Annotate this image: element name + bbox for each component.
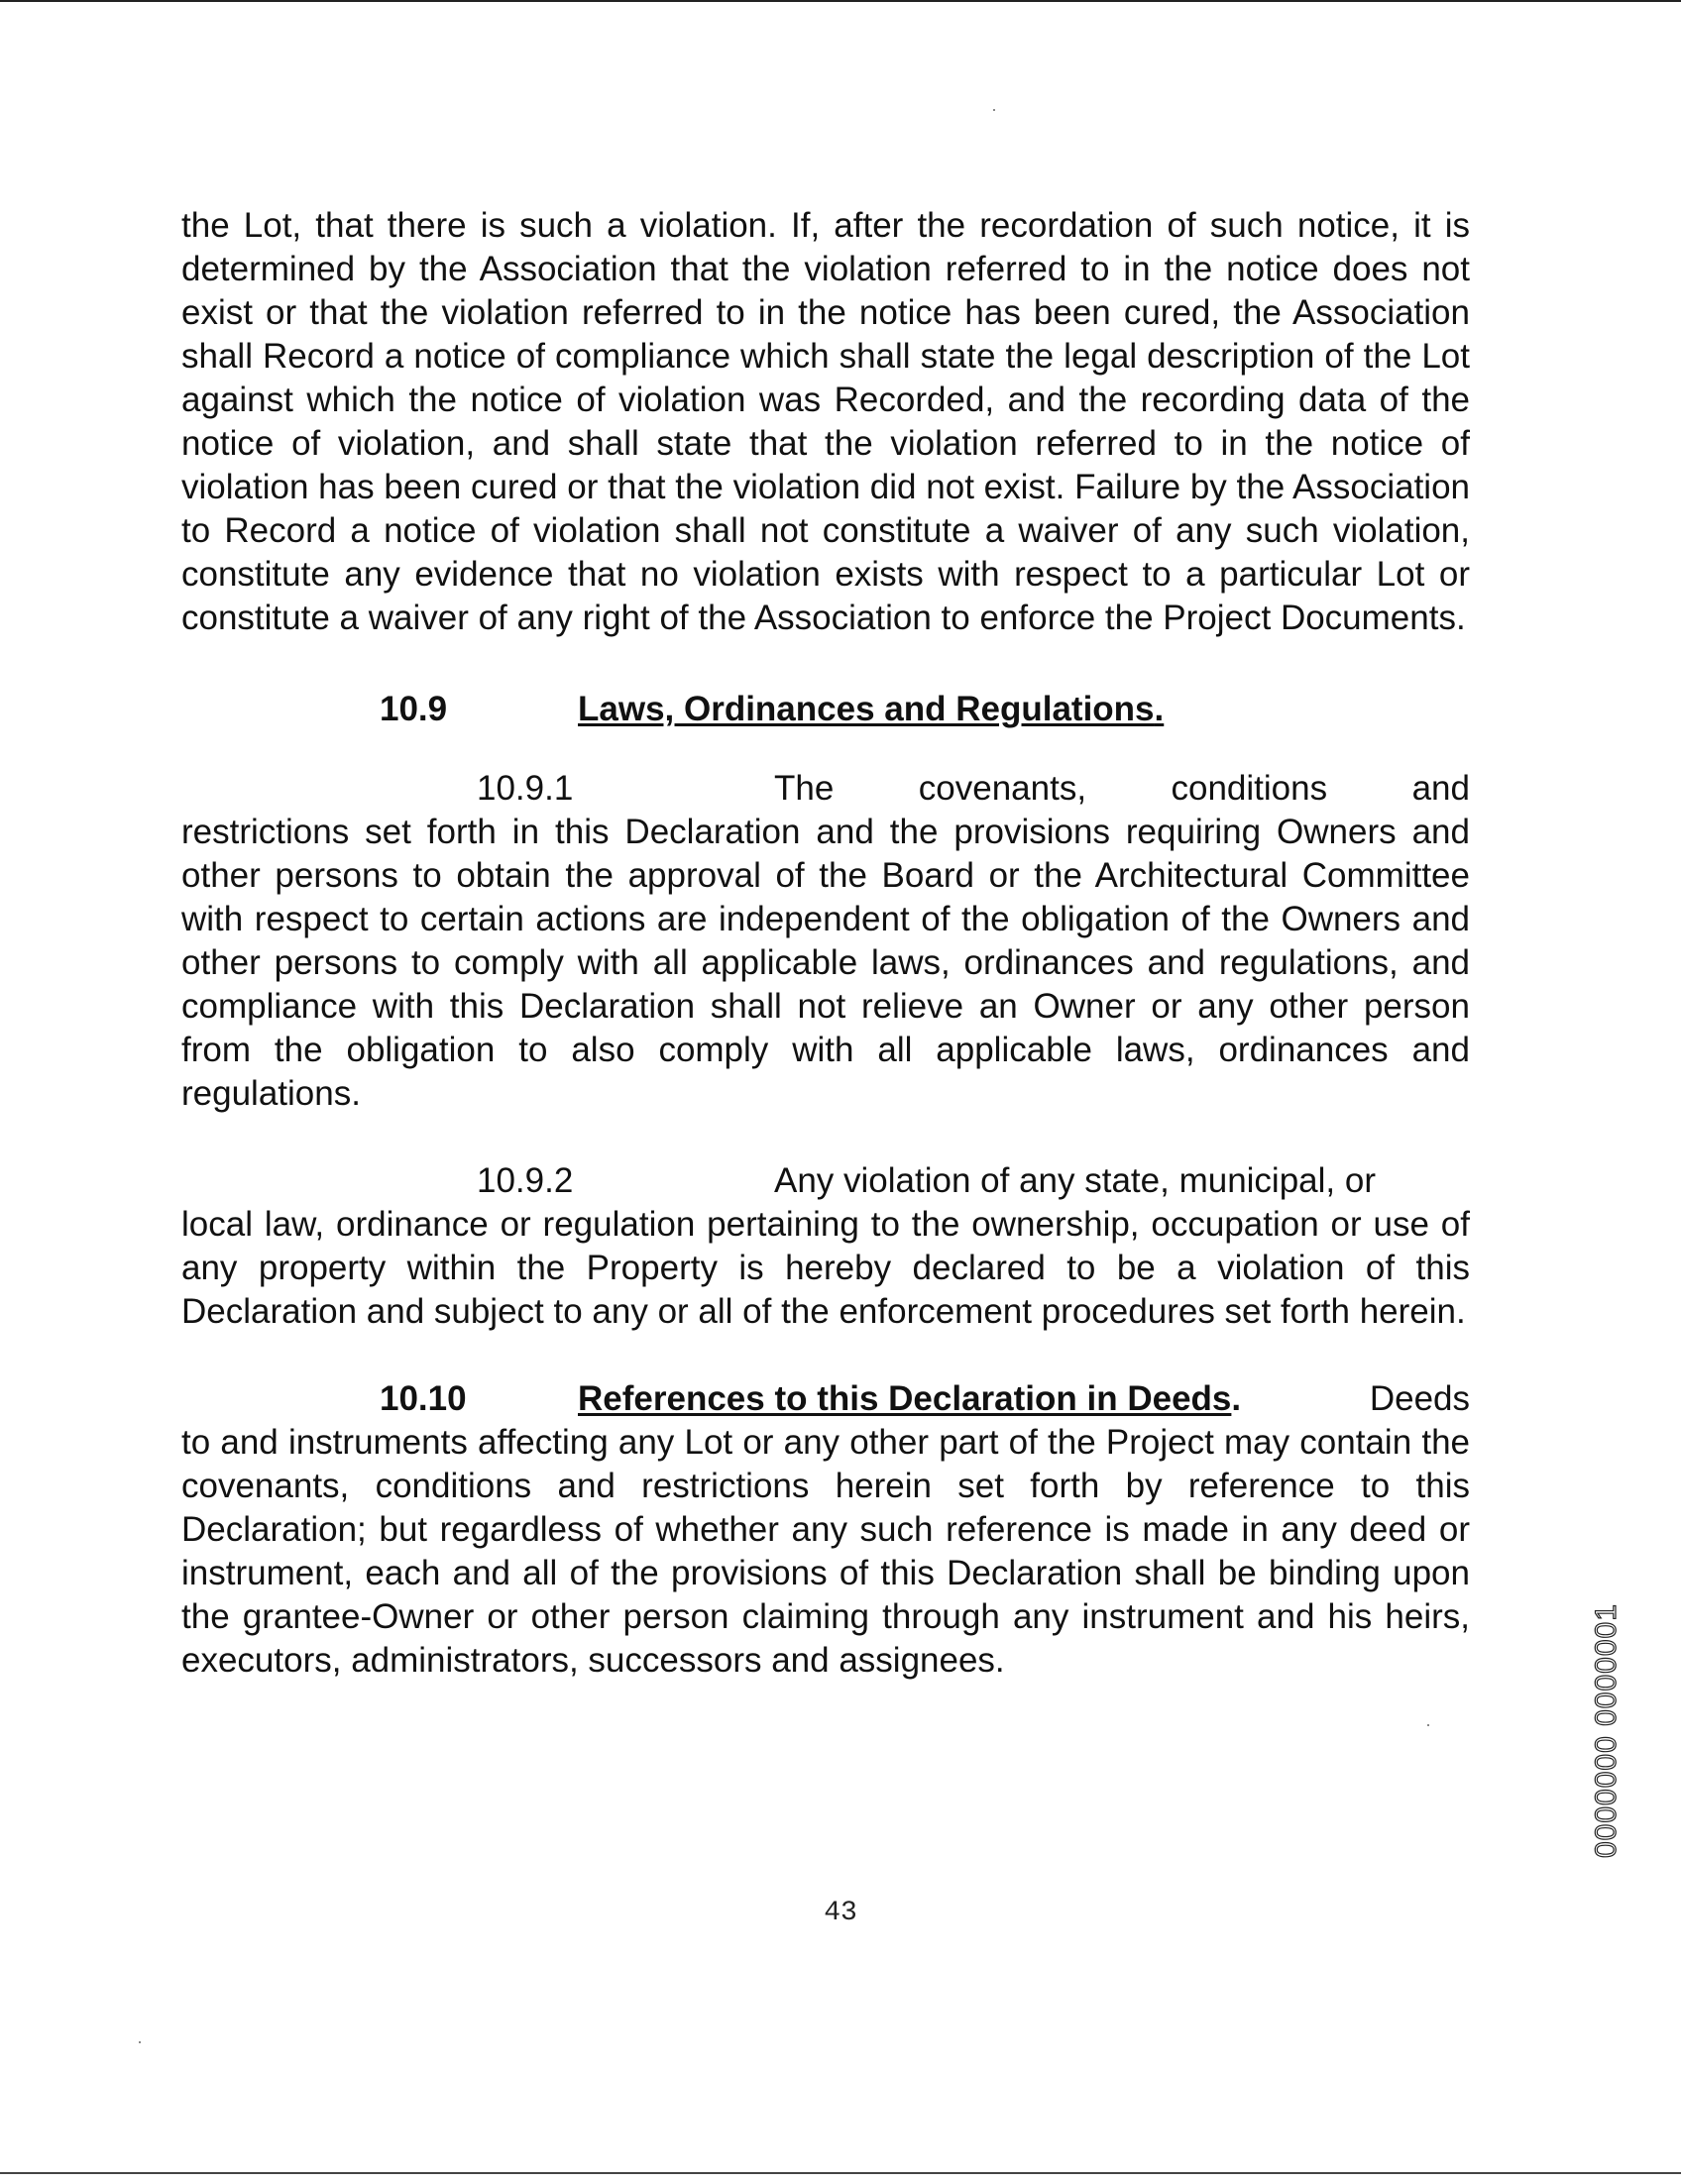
subsection-body: local law, ordinance or regulation pertaining to the ownership, occupation or use of any property within the Property is hereby declared to be a violation of this Declaration and subject to any or all of the enforcement procedures set forth herein. (181, 1205, 1470, 1331)
section-body: to and instruments affecting any Lot or any other part of the Project may contain the covenants, conditions and restrictions herein set forth by reference to this Declaration; but regardless of whether any such reference is made in any deed or instrument, each and all of the provisions of this Declaration shall be binding upon the grantee-Owner or other person claiming through any instrument and his heirs, executors, administrators, successors and assignees. (181, 1423, 1470, 1680)
opening-paragraph: the Lot, that there is such a violation. If, after the recordation of such notice, it is determined by the Association that the violation referred to in the notice does not exist or that the violation referred to in the notice has been cured, the Association shall Record a notice of compliance which shall state the legal description of the Lot against which the notice of violation was Recorded, and the recording data of the notice of violation, and shall state that the violation referred to in the notice of violation has been cured or that the violation did not exist. Failure by the Association to Record a notice of violation shall not constitute a waiver of any such violation, constitute any evidence that no violation exists with respect to a particular Lot or constitute a waiver of any right of the Association to enforce the Project Documents. (181, 206, 1470, 637)
scan-speck (1427, 1724, 1429, 1726)
lead-word: and (1411, 769, 1470, 808)
subsection-10-9-1 (181, 767, 1470, 1116)
subsection-lead-text (774, 1159, 1470, 1203)
section-number: 10.10 (380, 1379, 467, 1418)
lead-word: The (774, 769, 835, 808)
scan-speck (993, 109, 995, 111)
section-title (578, 1377, 1241, 1421)
section-lead-line (181, 1377, 1470, 1421)
section-heading-10-9 (181, 688, 1470, 735)
section-title-period: . (1154, 690, 1165, 728)
lead-word: conditions (1171, 769, 1328, 808)
section-title-text: Laws, Ordinances and Regulations (578, 690, 1155, 728)
section-title-text: References to this Declaration in Deeds (578, 1379, 1232, 1418)
subsection-number: 10.9.2 (477, 1161, 574, 1200)
page-number: 43 (824, 1898, 857, 1928)
section-lead-word: Deeds (1369, 1379, 1470, 1418)
subsection-lead-line (181, 767, 1470, 811)
margin-stamp-text: 0000000 0000001 (1590, 1603, 1623, 1858)
subsection-10-9-2 (181, 1159, 1470, 1334)
subsection-body: restrictions set forth in this Declaration and the provisions requiring Owners and other persons to obtain the approval of the Board or the Architectural Committee with respect to certain actions are independent of the obligation of the Owners and other persons to comply with all applicable laws, ordinances and regulations, and compliance with this Declaration shall not relieve an Owner or any other person from the obligation to also comply with all applicable laws, ordinances and regulations. (181, 813, 1470, 1113)
section-10-10 (181, 1377, 1470, 1683)
subsection-number: 10.9.1 (477, 769, 574, 808)
subsection-lead-words (774, 767, 1470, 811)
section-number: 10.9 (380, 690, 448, 728)
section-lead (578, 1377, 1470, 1421)
lead-word: covenants, (918, 769, 1087, 808)
scan-bottom-border (0, 2172, 1681, 2174)
subsection-lead-line (181, 1159, 1470, 1203)
document-body (181, 204, 1470, 1683)
scan-speck (139, 2041, 141, 2043)
section-title-period: . (1231, 1379, 1242, 1418)
scan-top-border (0, 0, 1681, 2)
lead-text: Any violation of any state, municipal, or (774, 1161, 1376, 1200)
section-title (578, 688, 1164, 731)
margin-bates-stamp (1590, 1585, 1624, 1858)
